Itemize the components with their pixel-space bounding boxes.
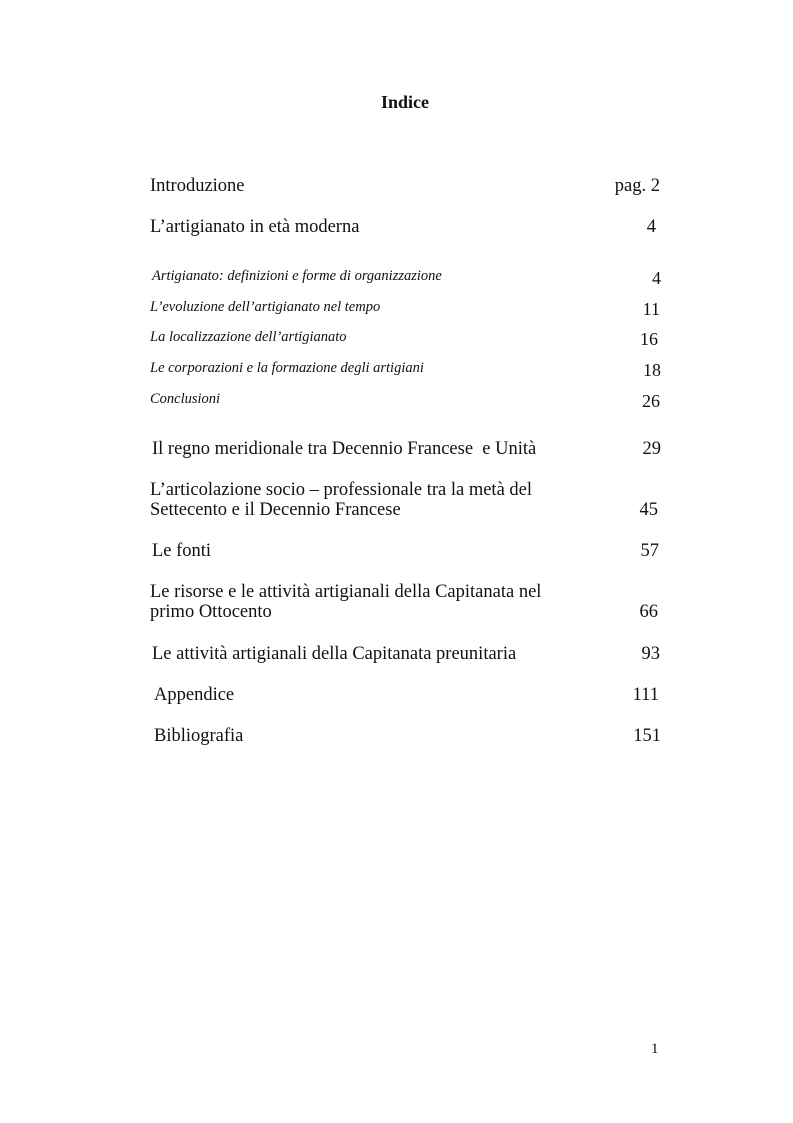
toc-entry-page: 26 (642, 391, 660, 411)
toc-entry-page: 93 (641, 644, 660, 664)
toc-entry-page: 4 (646, 217, 656, 237)
toc-entry (152, 541, 659, 561)
page-number: 1 (651, 1041, 659, 1057)
toc-entry-label: Le attività artigianali della Capitanata preunitaria (152, 644, 517, 664)
toc-entry-page: pag. 2 (614, 176, 660, 196)
toc-entry-page: 57 (640, 541, 659, 561)
toc-entry-page: 4 (652, 268, 661, 288)
toc-entry-page: 16 (640, 329, 658, 349)
toc-entry-page: 151 (633, 726, 661, 746)
toc-entry (150, 480, 658, 520)
toc-entry-page: 18 (643, 360, 661, 380)
toc-entry-label: Conclusioni (150, 391, 221, 407)
toc-entry-label: L’evoluzione dell’artigianato nel tempo (150, 299, 381, 315)
toc-entry-page: 111 (632, 685, 659, 705)
toc-entry-page: 11 (642, 299, 660, 319)
toc-entry (154, 685, 659, 705)
toc-entry-label: Artigianato: definizioni e forme di organizzazione (152, 268, 442, 284)
toc-entry-label: Introduzione (150, 176, 245, 196)
toc-subentry (150, 327, 658, 347)
toc-entry-label: L’artigianato in età moderna (150, 217, 360, 237)
toc-entry-label: La localizzazione dell’artigianato (150, 329, 347, 345)
toc-entry (152, 439, 661, 459)
toc-subentry (150, 358, 661, 378)
toc-entry (152, 644, 660, 664)
toc-subentry (152, 266, 661, 286)
toc-entry-label: Appendice (154, 685, 235, 705)
toc-entry-label: Le risorse e le attività artigianali della Capitanata nel primo Ottocento (150, 582, 542, 622)
toc-subentry (150, 389, 660, 409)
toc-entry-label: L’articolazione socio – professionale tra la metà del Settecento e il Decennio Francese (150, 480, 533, 520)
toc-entry-label: Le fonti (152, 541, 212, 561)
toc-entry-page: 45 (639, 500, 658, 520)
toc-entry-label: Le corporazioni e la formazione degli artigiani (150, 360, 424, 376)
toc-subentry (150, 297, 660, 317)
toc-entry-page: 29 (642, 439, 661, 459)
toc-entry (150, 176, 660, 196)
toc-entry (150, 217, 660, 237)
toc-entry (150, 582, 658, 622)
toc-entry (154, 726, 661, 746)
toc-entry-label: Il regno meridionale tra Decennio Francese e Unità (152, 439, 537, 459)
toc-entry-label: Bibliografia (154, 726, 244, 746)
toc-entry-page: 66 (639, 602, 658, 622)
page-title: Indice (380, 92, 429, 112)
